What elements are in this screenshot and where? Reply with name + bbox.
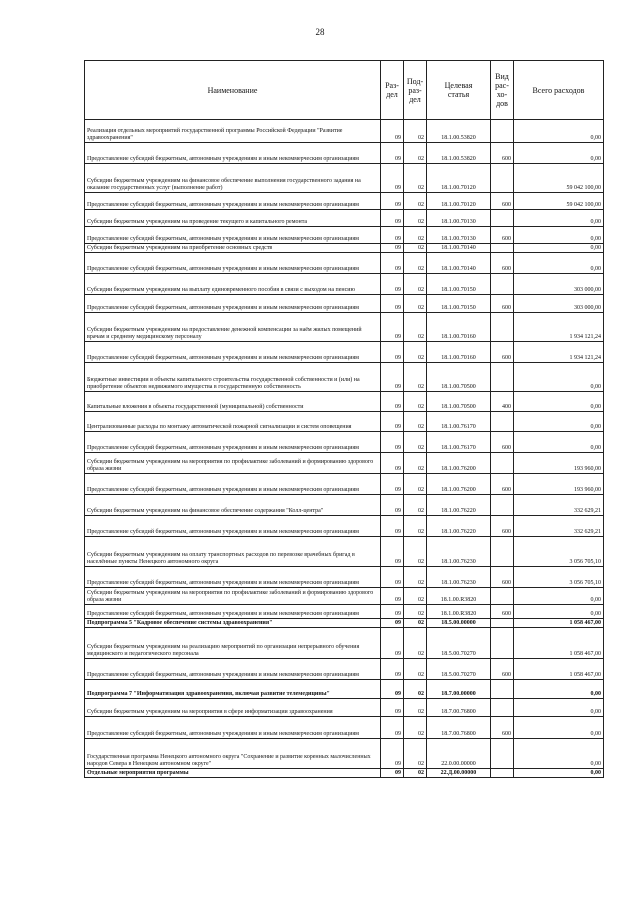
table-row xyxy=(85,680,604,699)
row-target: 18.1.00.76220 xyxy=(427,495,491,516)
row-total: 59 042 100,00 xyxy=(514,164,604,193)
row-name: Субсидии бюджетным учреждениям на проведение текущего и капитального ремонта xyxy=(85,210,381,227)
row-expense-type xyxy=(491,453,514,474)
row-expense-type: 400 xyxy=(491,392,514,412)
row-total: 0,00 xyxy=(514,253,604,274)
row-subsection: 02 xyxy=(404,717,427,739)
row-total: 0,00 xyxy=(514,210,604,227)
table-row xyxy=(85,567,604,588)
row-expense-type xyxy=(491,313,514,342)
row-total: 0,00 xyxy=(514,412,604,432)
row-target: 18.1.00.76200 xyxy=(427,474,491,495)
row-expense-type xyxy=(491,628,514,659)
row-target: 18.1.00.76170 xyxy=(427,432,491,453)
row-subsection: 02 xyxy=(404,605,427,619)
row-name: Предоставление субсидий бюджетным, автономным учреждениям и иным некоммерческим организациям xyxy=(85,432,381,453)
row-section: 09 xyxy=(381,567,404,588)
row-total: 1 934 121,24 xyxy=(514,342,604,363)
row-total: 0,00 xyxy=(514,143,604,164)
table-row xyxy=(85,537,604,567)
row-expense-type: 600 xyxy=(491,659,514,680)
row-name: Предоставление субсидий бюджетным, автономным учреждениям и иным некоммерческим организациям xyxy=(85,193,381,210)
row-name: Субсидии бюджетным учреждениям на финансовое обеспечение выполнения государственного задания на оказание государственных услуг (выполнение работ) xyxy=(85,164,381,193)
table-row xyxy=(85,210,604,227)
row-name: Субсидии бюджетным учреждениям на мероприятия по профилактике заболеваний и формированию здорового образа жизни xyxy=(85,588,381,605)
row-total: 0,00 xyxy=(514,120,604,143)
row-total: 0,00 xyxy=(514,244,604,253)
row-section: 09 xyxy=(381,210,404,227)
row-expense-type xyxy=(491,210,514,227)
row-total: 59 042 100,00 xyxy=(514,193,604,210)
table-row xyxy=(85,295,604,313)
row-subsection: 02 xyxy=(404,567,427,588)
row-target: 18.1.00.76170 xyxy=(427,412,491,432)
row-name: Предоставление субсидий бюджетным, автономным учреждениям и иным некоммерческим организациям xyxy=(85,342,381,363)
row-target: 18.5.00.70270 xyxy=(427,659,491,680)
table-row xyxy=(85,516,604,537)
row-total: 0,00 xyxy=(514,680,604,699)
row-expense-type: 600 xyxy=(491,432,514,453)
row-name: Предоставление субсидий бюджетным, автономным учреждениям и иным некоммерческим организациям xyxy=(85,295,381,313)
row-name: Предоставление субсидий бюджетным, автономным учреждениям и иным некоммерческим организациям xyxy=(85,227,381,244)
table-body xyxy=(85,120,604,778)
row-total: 303 000,00 xyxy=(514,274,604,295)
row-total: 0,00 xyxy=(514,392,604,412)
row-section: 09 xyxy=(381,120,404,143)
row-name: Предоставление субсидий бюджетным, автономным учреждениям и иным некоммерческим организациям xyxy=(85,516,381,537)
row-expense-type: 600 xyxy=(491,295,514,313)
row-expense-type: 600 xyxy=(491,474,514,495)
table-row xyxy=(85,244,604,253)
table-row xyxy=(85,143,604,164)
table-row xyxy=(85,605,604,619)
row-name: Субсидии бюджетным учреждениям на выплату единовременного пособия в связи с выходом на пенсию xyxy=(85,274,381,295)
table-row xyxy=(85,699,604,717)
row-target: 18.1.00.70130 xyxy=(427,210,491,227)
table-row xyxy=(85,619,604,628)
row-section: 09 xyxy=(381,537,404,567)
row-name: Предоставление субсидий бюджетным, автономным учреждениям и иным некоммерческим организациям xyxy=(85,605,381,619)
row-target: 18.1.00.76230 xyxy=(427,537,491,567)
row-expense-type: 600 xyxy=(491,605,514,619)
row-section: 09 xyxy=(381,769,404,778)
row-name: Субсидии бюджетным учреждениям на предоставление денежной компенсации за наём жилых помещений врачам и среднему медицинскому персоналу xyxy=(85,313,381,342)
row-total: 0,00 xyxy=(514,588,604,605)
header-subsection: Под- раз- дел xyxy=(404,61,427,120)
row-expense-type: 600 xyxy=(491,253,514,274)
row-subsection: 02 xyxy=(404,453,427,474)
table-row xyxy=(85,453,604,474)
row-name: Субсидии бюджетным учреждениям на приобретение основных средств xyxy=(85,244,381,253)
row-expense-type: 600 xyxy=(491,143,514,164)
row-target: 18.1.00.53820 xyxy=(427,143,491,164)
row-subsection: 02 xyxy=(404,628,427,659)
row-total: 193 960,00 xyxy=(514,453,604,474)
row-target: 18.7.00.76800 xyxy=(427,699,491,717)
row-expense-type: 600 xyxy=(491,342,514,363)
row-subsection: 02 xyxy=(404,537,427,567)
table-row xyxy=(85,274,604,295)
row-name: Предоставление субсидий бюджетным, автономным учреждениям и иным некоммерческим организациям xyxy=(85,717,381,739)
row-total: 0,00 xyxy=(514,605,604,619)
row-target: 18.1.00.70140 xyxy=(427,244,491,253)
row-section: 09 xyxy=(381,474,404,495)
row-name: Предоставление субсидий бюджетным, автономным учреждениям и иным некоммерческим организациям xyxy=(85,567,381,588)
row-subsection: 02 xyxy=(404,227,427,244)
row-target: 18.1.00.70140 xyxy=(427,253,491,274)
row-section: 09 xyxy=(381,342,404,363)
row-section: 09 xyxy=(381,164,404,193)
row-target: 18.1.00.R3820 xyxy=(427,605,491,619)
row-target: 18.1.00.70160 xyxy=(427,313,491,342)
header-section: Раз- дел xyxy=(381,61,404,120)
row-section: 09 xyxy=(381,313,404,342)
row-name: Капитальные вложения в объекты государственной (муниципальной) собственности xyxy=(85,392,381,412)
table-row xyxy=(85,227,604,244)
row-name: Предоставление субсидий бюджетным, автономным учреждениям и иным некоммерческим организациям xyxy=(85,659,381,680)
row-subsection: 02 xyxy=(404,193,427,210)
row-target: 18.1.00.70120 xyxy=(427,193,491,210)
row-target: 18.1.00.53820 xyxy=(427,120,491,143)
row-name: Субсидии бюджетным учреждениям на оплату транспортных расходов по перевозке врачебных бригад в населённые пункты Ненецкого автономного округа xyxy=(85,537,381,567)
row-target: 18.1.00.76200 xyxy=(427,453,491,474)
header-expense-type: Вид рас- хо- дов xyxy=(491,61,514,120)
row-subsection: 02 xyxy=(404,392,427,412)
row-subsection: 02 xyxy=(404,274,427,295)
table-row xyxy=(85,363,604,392)
row-total: 3 056 705,10 xyxy=(514,537,604,567)
table-row xyxy=(85,588,604,605)
row-section: 09 xyxy=(381,453,404,474)
header-target: Целевая статья xyxy=(427,61,491,120)
row-expense-type xyxy=(491,164,514,193)
row-subsection: 02 xyxy=(404,342,427,363)
header-total: Всего расходов xyxy=(514,61,604,120)
row-section: 09 xyxy=(381,699,404,717)
row-name: Предоставление субсидий бюджетным, автономным учреждениям и иным некоммерческим организациям xyxy=(85,474,381,495)
row-target: 18.5.00.00000 xyxy=(427,619,491,628)
row-section: 09 xyxy=(381,143,404,164)
row-total: 0,00 xyxy=(514,432,604,453)
row-name: Реализация отдельных мероприятий государственной программы Российской Федерации "Развитие здравоохранения" xyxy=(85,120,381,143)
row-subsection: 02 xyxy=(404,474,427,495)
row-total: 0,00 xyxy=(514,717,604,739)
row-name: Субсидии бюджетным учреждениям на финансовое обеспечение содержания "Колл-центра" xyxy=(85,495,381,516)
row-total: 303 000,00 xyxy=(514,295,604,313)
table-row xyxy=(85,193,604,210)
row-section: 09 xyxy=(381,253,404,274)
table-row xyxy=(85,120,604,143)
row-expense-type: 600 xyxy=(491,567,514,588)
table-row xyxy=(85,253,604,274)
row-target: 18.1.00.76230 xyxy=(427,567,491,588)
row-total: 1 058 467,00 xyxy=(514,659,604,680)
row-name: Субсидии бюджетным учреждениям на реализацию мероприятий по организации непрерывного обучения медицинского и педагогического персонала xyxy=(85,628,381,659)
row-name: Предоставление субсидий бюджетным, автономным учреждениям и иным некоммерческим организациям xyxy=(85,253,381,274)
row-section: 09 xyxy=(381,392,404,412)
row-total: 1 058 467,00 xyxy=(514,628,604,659)
row-section: 09 xyxy=(381,516,404,537)
row-section: 09 xyxy=(381,717,404,739)
page-number: 28 xyxy=(315,27,325,37)
row-subsection: 02 xyxy=(404,739,427,769)
row-target: 22.Д.00.00000 xyxy=(427,769,491,778)
row-subsection: 02 xyxy=(404,143,427,164)
row-section: 09 xyxy=(381,412,404,432)
row-total: 1 934 121,24 xyxy=(514,313,604,342)
table-row xyxy=(85,495,604,516)
table-row xyxy=(85,164,604,193)
row-subsection: 02 xyxy=(404,769,427,778)
row-subsection: 02 xyxy=(404,295,427,313)
table-row xyxy=(85,769,604,778)
table-row xyxy=(85,432,604,453)
row-target: 18.1.00.70120 xyxy=(427,164,491,193)
row-expense-type xyxy=(491,699,514,717)
row-section: 09 xyxy=(381,193,404,210)
row-expense-type: 600 xyxy=(491,717,514,739)
row-name: Подпрограмма 7 "Информатизация здравоохранения, включая развитие телемедицины" xyxy=(85,680,381,699)
row-subsection: 02 xyxy=(404,659,427,680)
table-row xyxy=(85,474,604,495)
row-expense-type xyxy=(491,363,514,392)
row-name: Государственная программа Ненецкого автономного округа "Сохранение и развитие коренных малочисленных народов Севера в Ненецком автономном округе" xyxy=(85,739,381,769)
row-total: 0,00 xyxy=(514,363,604,392)
row-expense-type xyxy=(491,680,514,699)
row-target: 18.1.00.70160 xyxy=(427,342,491,363)
row-name: Подпрограмма 5 "Кадровое обеспечение системы здравоохранения" xyxy=(85,619,381,628)
row-section: 09 xyxy=(381,628,404,659)
row-subsection: 02 xyxy=(404,412,427,432)
table-row xyxy=(85,313,604,342)
row-subsection: 02 xyxy=(404,363,427,392)
row-section: 09 xyxy=(381,295,404,313)
header-name: Наименование xyxy=(85,61,381,120)
row-expense-type: 600 xyxy=(491,227,514,244)
row-total: 0,00 xyxy=(514,769,604,778)
row-subsection: 02 xyxy=(404,588,427,605)
row-expense-type xyxy=(491,412,514,432)
row-name: Централизованные расходы по монтажу автоматической пожарной сигнализации и систем оповещения xyxy=(85,412,381,432)
row-subsection: 02 xyxy=(404,244,427,253)
row-target: 18.1.00.70500 xyxy=(427,363,491,392)
row-section: 09 xyxy=(381,495,404,516)
table-row xyxy=(85,659,604,680)
row-subsection: 02 xyxy=(404,432,427,453)
row-subsection: 02 xyxy=(404,680,427,699)
row-name: Бюджетные инвестиции в объекты капитального строительства государственной собственности и (или) на приобретение объектов недвижимого имущества в государственную собственность xyxy=(85,363,381,392)
row-section: 09 xyxy=(381,363,404,392)
row-total: 193 960,00 xyxy=(514,474,604,495)
row-subsection: 02 xyxy=(404,210,427,227)
row-target: 18.1.00.R3820 xyxy=(427,588,491,605)
row-expense-type xyxy=(491,274,514,295)
row-subsection: 02 xyxy=(404,619,427,628)
row-name: Отдельные мероприятия программы xyxy=(85,769,381,778)
row-name: Предоставление субсидий бюджетным, автономным учреждениям и иным некоммерческим организациям xyxy=(85,143,381,164)
row-total: 3 056 705,10 xyxy=(514,567,604,588)
row-subsection: 02 xyxy=(404,516,427,537)
row-subsection: 02 xyxy=(404,253,427,274)
row-section: 09 xyxy=(381,227,404,244)
row-section: 09 xyxy=(381,680,404,699)
table-row xyxy=(85,342,604,363)
row-expense-type xyxy=(491,619,514,628)
row-expense-type xyxy=(491,588,514,605)
row-target: 18.7.00.76800 xyxy=(427,717,491,739)
row-section: 09 xyxy=(381,605,404,619)
row-section: 09 xyxy=(381,588,404,605)
row-expense-type xyxy=(491,739,514,769)
row-total: 0,00 xyxy=(514,739,604,769)
row-total: 0,00 xyxy=(514,227,604,244)
row-expense-type xyxy=(491,120,514,143)
row-subsection: 02 xyxy=(404,495,427,516)
row-subsection: 02 xyxy=(404,313,427,342)
row-section: 09 xyxy=(381,432,404,453)
row-subsection: 02 xyxy=(404,164,427,193)
header-row xyxy=(85,61,604,120)
row-name: Субсидии бюджетным учреждениям на мероприятия по профилактике заболеваний и формированию здорового образа жизни xyxy=(85,453,381,474)
row-target: 18.7.00.00000 xyxy=(427,680,491,699)
row-subsection: 02 xyxy=(404,699,427,717)
table-row xyxy=(85,628,604,659)
table-row xyxy=(85,717,604,739)
row-expense-type xyxy=(491,495,514,516)
row-target: 18.1.00.70150 xyxy=(427,295,491,313)
row-section: 09 xyxy=(381,739,404,769)
table-row xyxy=(85,392,604,412)
row-section: 09 xyxy=(381,274,404,295)
table-row xyxy=(85,412,604,432)
row-target: 22.0.00.00000 xyxy=(427,739,491,769)
row-subsection: 02 xyxy=(404,120,427,143)
table-row xyxy=(85,739,604,769)
row-expense-type xyxy=(491,244,514,253)
row-name: Субсидии бюджетным учреждениям на мероприятия в сфере информатизации здравоохранения xyxy=(85,699,381,717)
row-expense-type: 600 xyxy=(491,516,514,537)
row-target: 18.1.00.76220 xyxy=(427,516,491,537)
row-target: 18.1.00.70500 xyxy=(427,392,491,412)
row-expense-type: 600 xyxy=(491,193,514,210)
row-total: 332 629,21 xyxy=(514,495,604,516)
row-section: 09 xyxy=(381,619,404,628)
row-section: 09 xyxy=(381,659,404,680)
row-total: 0,00 xyxy=(514,699,604,717)
row-total: 332 629,21 xyxy=(514,516,604,537)
row-total: 1 058 467,00 xyxy=(514,619,604,628)
budget-table xyxy=(84,60,604,778)
row-target: 18.1.00.70130 xyxy=(427,227,491,244)
row-target: 18.1.00.70150 xyxy=(427,274,491,295)
row-expense-type xyxy=(491,769,514,778)
row-section: 09 xyxy=(381,244,404,253)
row-expense-type xyxy=(491,537,514,567)
row-target: 18.5.00.70270 xyxy=(427,628,491,659)
